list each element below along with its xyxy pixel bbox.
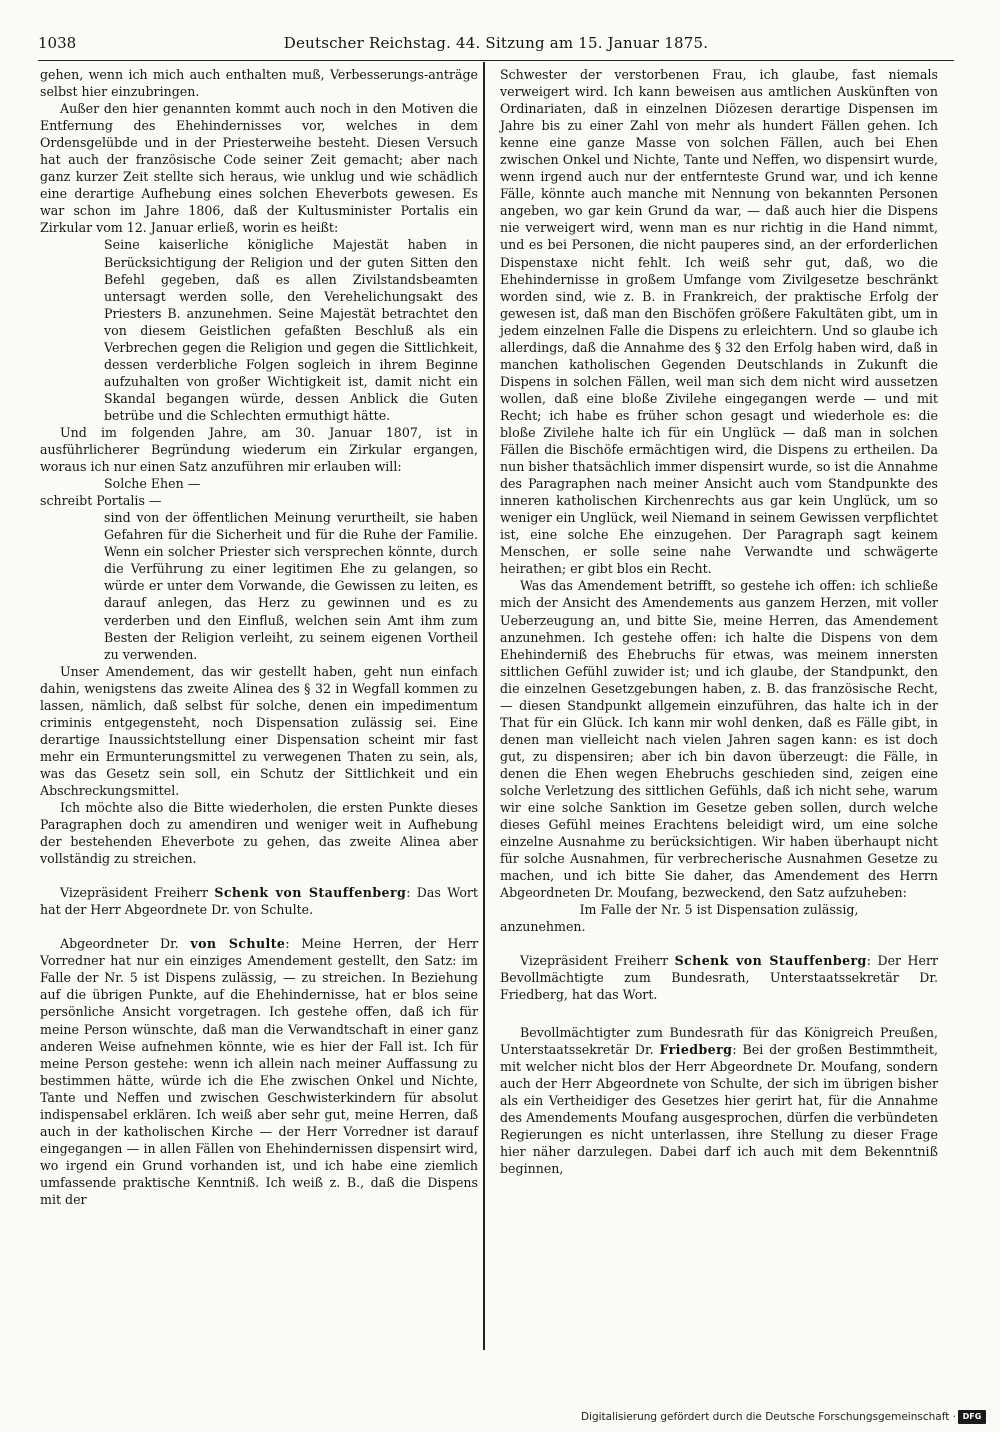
speaker-role: Abgeordneter Dr.	[60, 936, 191, 952]
page-header	[38, 34, 954, 58]
page-number: 1038	[38, 34, 77, 52]
paragraph	[40, 884, 478, 918]
speech-text: : Der Herr Bevollmächtigte zum Bundesrath, Unterstaatssekretär Dr. Friedberg, hat das Wort.	[500, 953, 939, 1003]
speaker-role: Vizepräsident Freiherr	[520, 953, 675, 969]
speaker-role: Bevollmächtigter zum Bundesrath für das Königreich Preußen, Unterstaatssekretär Dr.	[500, 1024, 938, 1057]
paragraph: Außer den hier genannten kommt auch noch in den Motiven die Entfernung des Ehehindernisses vor, welches in dem Ordensgelübde und in der Priesterweihe besteht. Diesen Versuch hat auch der französische Code seiner Zeit gemacht; aber nach ganz kurzer Zeit stellte sich heraus, wie unklug und wie schädlich eine derartige Aufhebung eines solchen Eheverbots gewesen. Es war schon im Jahre 1806, daß der Kultusminister Portalis ein Zirkular vom 12. Januar erließ, worin es heißt:	[40, 101, 478, 236]
paragraph: Unser Amendement, das wir gestellt haben, geht nun einfach dahin, wenigstens das zweite Alinea des § 32 in Wegfall kommen zu lassen, nämlich, daß selbst für solche, denen ein impedimentum criminis entgegensteht, noch Dispensation zulässig sei. Eine derartige Inaussichtstellung einer Dispensation scheint mir fast mehr ein Ermunterungsmittel zu verwegenen Thaten zu sein, als, was das Gesetz sein soll, ein Schutz der Sittlichkeit und ein Abschreckungsmittel.	[40, 663, 478, 798]
paragraph	[500, 952, 938, 1003]
right-column	[500, 66, 938, 1177]
speaker-name: Friedberg	[659, 1041, 733, 1057]
speaker-name: von Schulte	[190, 936, 286, 952]
paragraph: Und im folgenden Jahre, am 30. Januar 1807, ist in ausführlicherer Begründung wiederum ein Zirkular ergangen, woraus ich nur einen Satz anzuführen mir erlauben will:	[40, 424, 478, 475]
paragraph: sind von der öffentlichen Meinung verurtheilt, sie haben Gefahren für die Sicherheit und für die Ruhe der Familie. Wenn ein solcher Priester sich versprechen könnte, durch die Verführung zu einer legitimen Ehe zu gelangen, so würde er unter dem Vorwande, die Gewissen zu leiten, es darauf anlegen, das Herz zu gewinnen und es zu verderben und den Einfluß, welchen sein Amt ihm zum Besten der Religion verleiht, zu seinem eigenen Vortheil zu verwenden.	[104, 510, 478, 662]
speaker-name: Schenk von Stauffenberg	[214, 885, 407, 901]
paragraph	[40, 935, 478, 1208]
speech-text: : Bei der großen Bestimmtheit, mit welcher nicht blos der Herr Abgeordnete Dr. Moufang, sondern auch der Herr Abgeordnete von Schulte, der sich im übrigen bisher als ein Vertheidiger des Gesetzes hier gerirt hat, für die Annahme des Amendements Moufang ausgesprochen, dürfen die verbündeten Regierungen es nicht unterlassen, ihre Stellung zu dieser Frage hier näher darzulegen. Dabei darf ich auch mit dem Bekenntniß beginnen,	[500, 1041, 938, 1176]
speech-text: : Das Wort hat der Herr Abgeordnete Dr. von Schulte.	[40, 885, 478, 918]
running-title: Deutscher Reichstag. 44. Sitzung am 15. Januar 1875.	[283, 34, 709, 52]
footer	[580, 1410, 990, 1426]
speaker-role: Vizepräsident Freiherr	[60, 885, 215, 901]
left-column	[40, 66, 478, 1208]
paragraph: Ich möchte also die Bitte wiederholen, die ersten Punkte dieses Paragraphen doch zu amendiren und weniger weit in Aufhebung der bestehenden Eheverbote zu gehen, das zweite Alinea aber vollständig zu streichen.	[40, 800, 478, 867]
paragraph: Was das Amendement betrifft, so gestehe ich offen: ich schließe mich der Ansicht des Amendements aus ganzem Herzen, mit voller Ueberzeugung an, und bitte Sie, meine Herren, das Amendement anzunehmen. Ich gestehe offen: ich halte die Dispens von dem Ehehinderniß des Ehebruchs für etwas, was meinem innersten sittlichen Gefühl zuwider ist; und ich glaube, der Standpunkt, den die einzelnen Gesetzgebungen haben, z. B. das französische Recht, — diesen Standpunkt allgemein einzuführen, das halte ich in der That für ein Glück. Ich kann mir wohl denken, daß es Fälle gibt, in denen man vielleicht nach vielen Jahren sagen kann: es ist doch gut, zu dispensiren; aber ich bin davon überzeugt: die Fälle, in denen die Ehen wegen Ehebruchs geschieden sind, zeigen eine solche Verletzung des sittlichen Gefühls, daß ich nicht sehe, warum wir eine solche Sanktion im Gesetze geben sollen, durch welche dieses Gefühl meines Erachtens beleidigt wird, um eine solche einzelne Ausnahme zu berücksichtigen. Wir haben überhaupt nicht für solche Ausnahmen, für verbrecherische Ausnahmen Gesetze zu machen, und ich bitte Sie daher, das Amendement des Herrn Abgeordneten Dr. Moufang, bezweckend, den Satz aufzuheben:	[500, 578, 938, 901]
column-divider	[483, 62, 485, 1350]
paragraph: Seine kaiserliche königliche Majestät haben in Berücksichtigung der Religion und der guten Sitten den Befehl gegeben, daß es allen Zivilstandsbeamten untersagt werden solle, den Verehelichungsakt des Priesters B. anzunehmen. Seine Majestät betrachtet den von diesem Geistlichen gefaßten Beschluß als ein Verbrechen gegen die Religion und gegen die Sittlichkeit, dessen verderbliche Folgen sogleich in ihrem Beginne aufzuhalten von großer Wichtigkeit ist, damit nicht ein Skandal begangen würde, dessen Anblick die Guten betrübe und die Schlechten ermuthigt hätte.	[104, 237, 478, 423]
speaker-name: Schenk von Stauffenberg	[674, 953, 867, 969]
speech-text: : Meine Herren, der Herr Vorredner hat nur ein einziges Amendement gestellt, den Satz: im Falle der Nr. 5 ist Dispens zulässig, — zu streichen. In Beziehung auf die übrigen Punkte, auf die Ehehindernisse, hat er blos seine persönliche Ansicht vorgetragen. Ich gestehe offen, daß ich für meine Person wünschte, daß man die Verwandtschaft in einer ganz anderen Weise aufnehmen könnte, wie es hier der Fall ist. Ich für meine Person gestehe: wenn ich allein nach meiner Auffassung zu bestimmen hätte, würde ich die Ehe zwischen Onkel und Nichte, Tante und Neffen und zwischen Geschwisterkindern für absolut indispensabel erklären. Ich weiß aber sehr gut, meine Herren, daß auch in der katholischen Kirche — der Herr Vorredner ist darauf eingegangen — in allen Fällen von Ehehindernissen dispensirt wird, wo irgend ein Grund vorhanden ist, und ich habe eine ziemlich umfassende praktische Kenntniß. Ich weiß z. B., daß die Dispens mit der	[40, 936, 478, 1207]
paragraph: Solche Ehen —	[104, 476, 201, 492]
paragraph	[500, 1024, 938, 1177]
paragraph: Schwester der verstorbenen Frau, ich glaube, fast niemals verweigert wird. Ich kann beweisen aus amtlichen Auskünften von Ordinariaten, daß in einzelnen Diözesen derartige Dispensen im Jahre bis zu einer Zahl von mehr als hundert Fällen gehen. Ich kenne eine ganze Masse von solchen Fällen, auch bei Ehen zwischen Onkel und Nichte, Tante und Neffen, wo dispensirt wurde, wenn irgend auch nur der entfernteste Grund war, und ich kenne Fälle, könnte auch manche mit Nennung von bekannten Personen angeben, wo gar kein Grund da war, — daß auch hier die Dispens nie verweigert wird, wenn man es nur richtig in die Hand nimmt, und es bei Personen, die nicht pauperes sind, an der erforderlichen Dispenstaxe nicht fehlt. Ich weiß sehr gut, daß, wo die Ehehindernisse in großem Umfange vom Zivilgesetze beschränkt worden sind, wie z. B. in Frankreich, der praktische Erfolg der gewesen ist, daß man den Bischöfen größere Fakultäten gibt, um in jedem einzelnen Falle die Dispens zu erleichtern. Und so glaube ich allerdings, daß die Annahme des § 32 den Erfolg haben wird, daß in manchen katholischen Gegenden Deutschlands in Zukunft die Dispens in solchen Fällen, weil man sich dem nicht wird aussetzen wollen, daß eine bloße Zivilehe eingegangen werde — und mit Recht; ich habe es früher schon gesagt und wiederhole es: die bloße Zivilehe halte ich für ein Unglück — daß man in solchen Fällen die Bischöfe ermächtigen wird, die Dispens zu ertheilen. Da nun bisher thatsächlich immer dispensirt wurde, so ist die Annahme des Paragraphen nach meiner Ansicht auch vom Standpunkte des inneren katholischen Kirchenrechts aus gar kein Unglück, um so weniger ein Unglück, weil Niemand in seinem Gewissen verpflichtet ist, eine solche Ehe einzugehen. Der Paragraph sagt keinem Menschen, er solle seine nahe Verwandte und schwägerte heirathen; er gibt blos ein Recht.	[500, 67, 938, 577]
paragraph: schreibt Portalis —	[40, 493, 162, 509]
paragraph: Im Falle der Nr. 5 ist Dispensation zulässig,	[579, 902, 859, 918]
dfg-logo: DFG	[958, 1410, 986, 1424]
footer-credit: Digitalisierung gefördert durch die Deutsche Forschungsgemeinschaft ·	[580, 1411, 956, 1423]
header-rule	[38, 60, 954, 61]
paragraph: gehen, wenn ich mich auch enthalten muß, Verbesserungs-anträge selbst hier einzubringen.	[40, 67, 478, 100]
paragraph: anzunehmen.	[500, 919, 586, 935]
